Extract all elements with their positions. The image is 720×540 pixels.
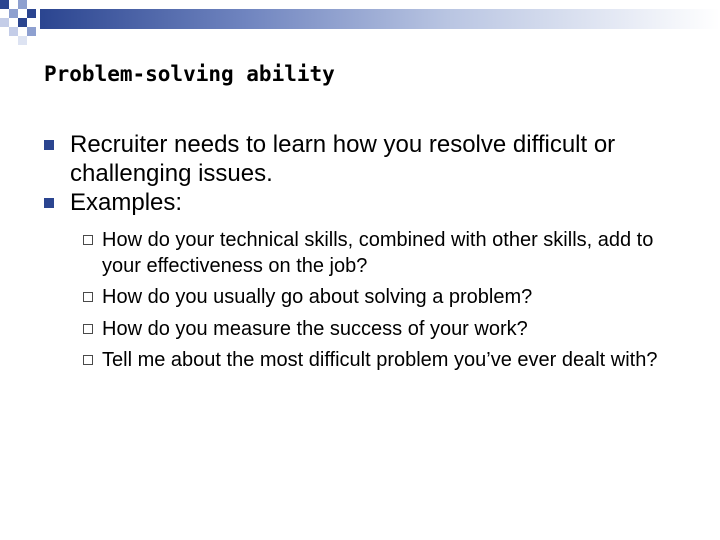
slide-title: Problem-solving ability: [44, 62, 335, 86]
sub-bullet-item: [70, 285, 694, 311]
bullet-item: [44, 188, 694, 374]
sub-bullet-text: How do you measure the success of your work?: [102, 317, 528, 340]
hollow-square-bullet-icon: [83, 324, 93, 334]
sub-bullet-item: [70, 348, 694, 374]
sub-bullet-text: How do you usually go about solving a problem?: [102, 286, 533, 308]
bullet-text: Recruiter needs to learn how you resolve difficult or challenging issues.: [70, 131, 616, 187]
bullet-list: [44, 130, 694, 380]
sub-bullet-item: [70, 317, 694, 343]
sub-bullet-text: How do your technical skills, combined with other skills, add to your effectiveness on the job?: [102, 229, 654, 277]
sub-bullet-text: Tell me about the most difficult problem you’ve ever dealt with?: [102, 349, 658, 371]
bullet-text: Examples:: [70, 189, 183, 216]
square-bullet-icon: [44, 198, 54, 208]
sub-bullet-list: [70, 228, 694, 374]
header-gradient-bar: [40, 9, 720, 29]
hollow-square-bullet-icon: [83, 355, 93, 365]
sub-bullet-item: [70, 228, 694, 279]
bullet-item: [44, 130, 694, 188]
hollow-square-bullet-icon: [83, 235, 93, 245]
square-bullet-icon: [44, 140, 54, 150]
hollow-square-bullet-icon: [83, 292, 93, 302]
